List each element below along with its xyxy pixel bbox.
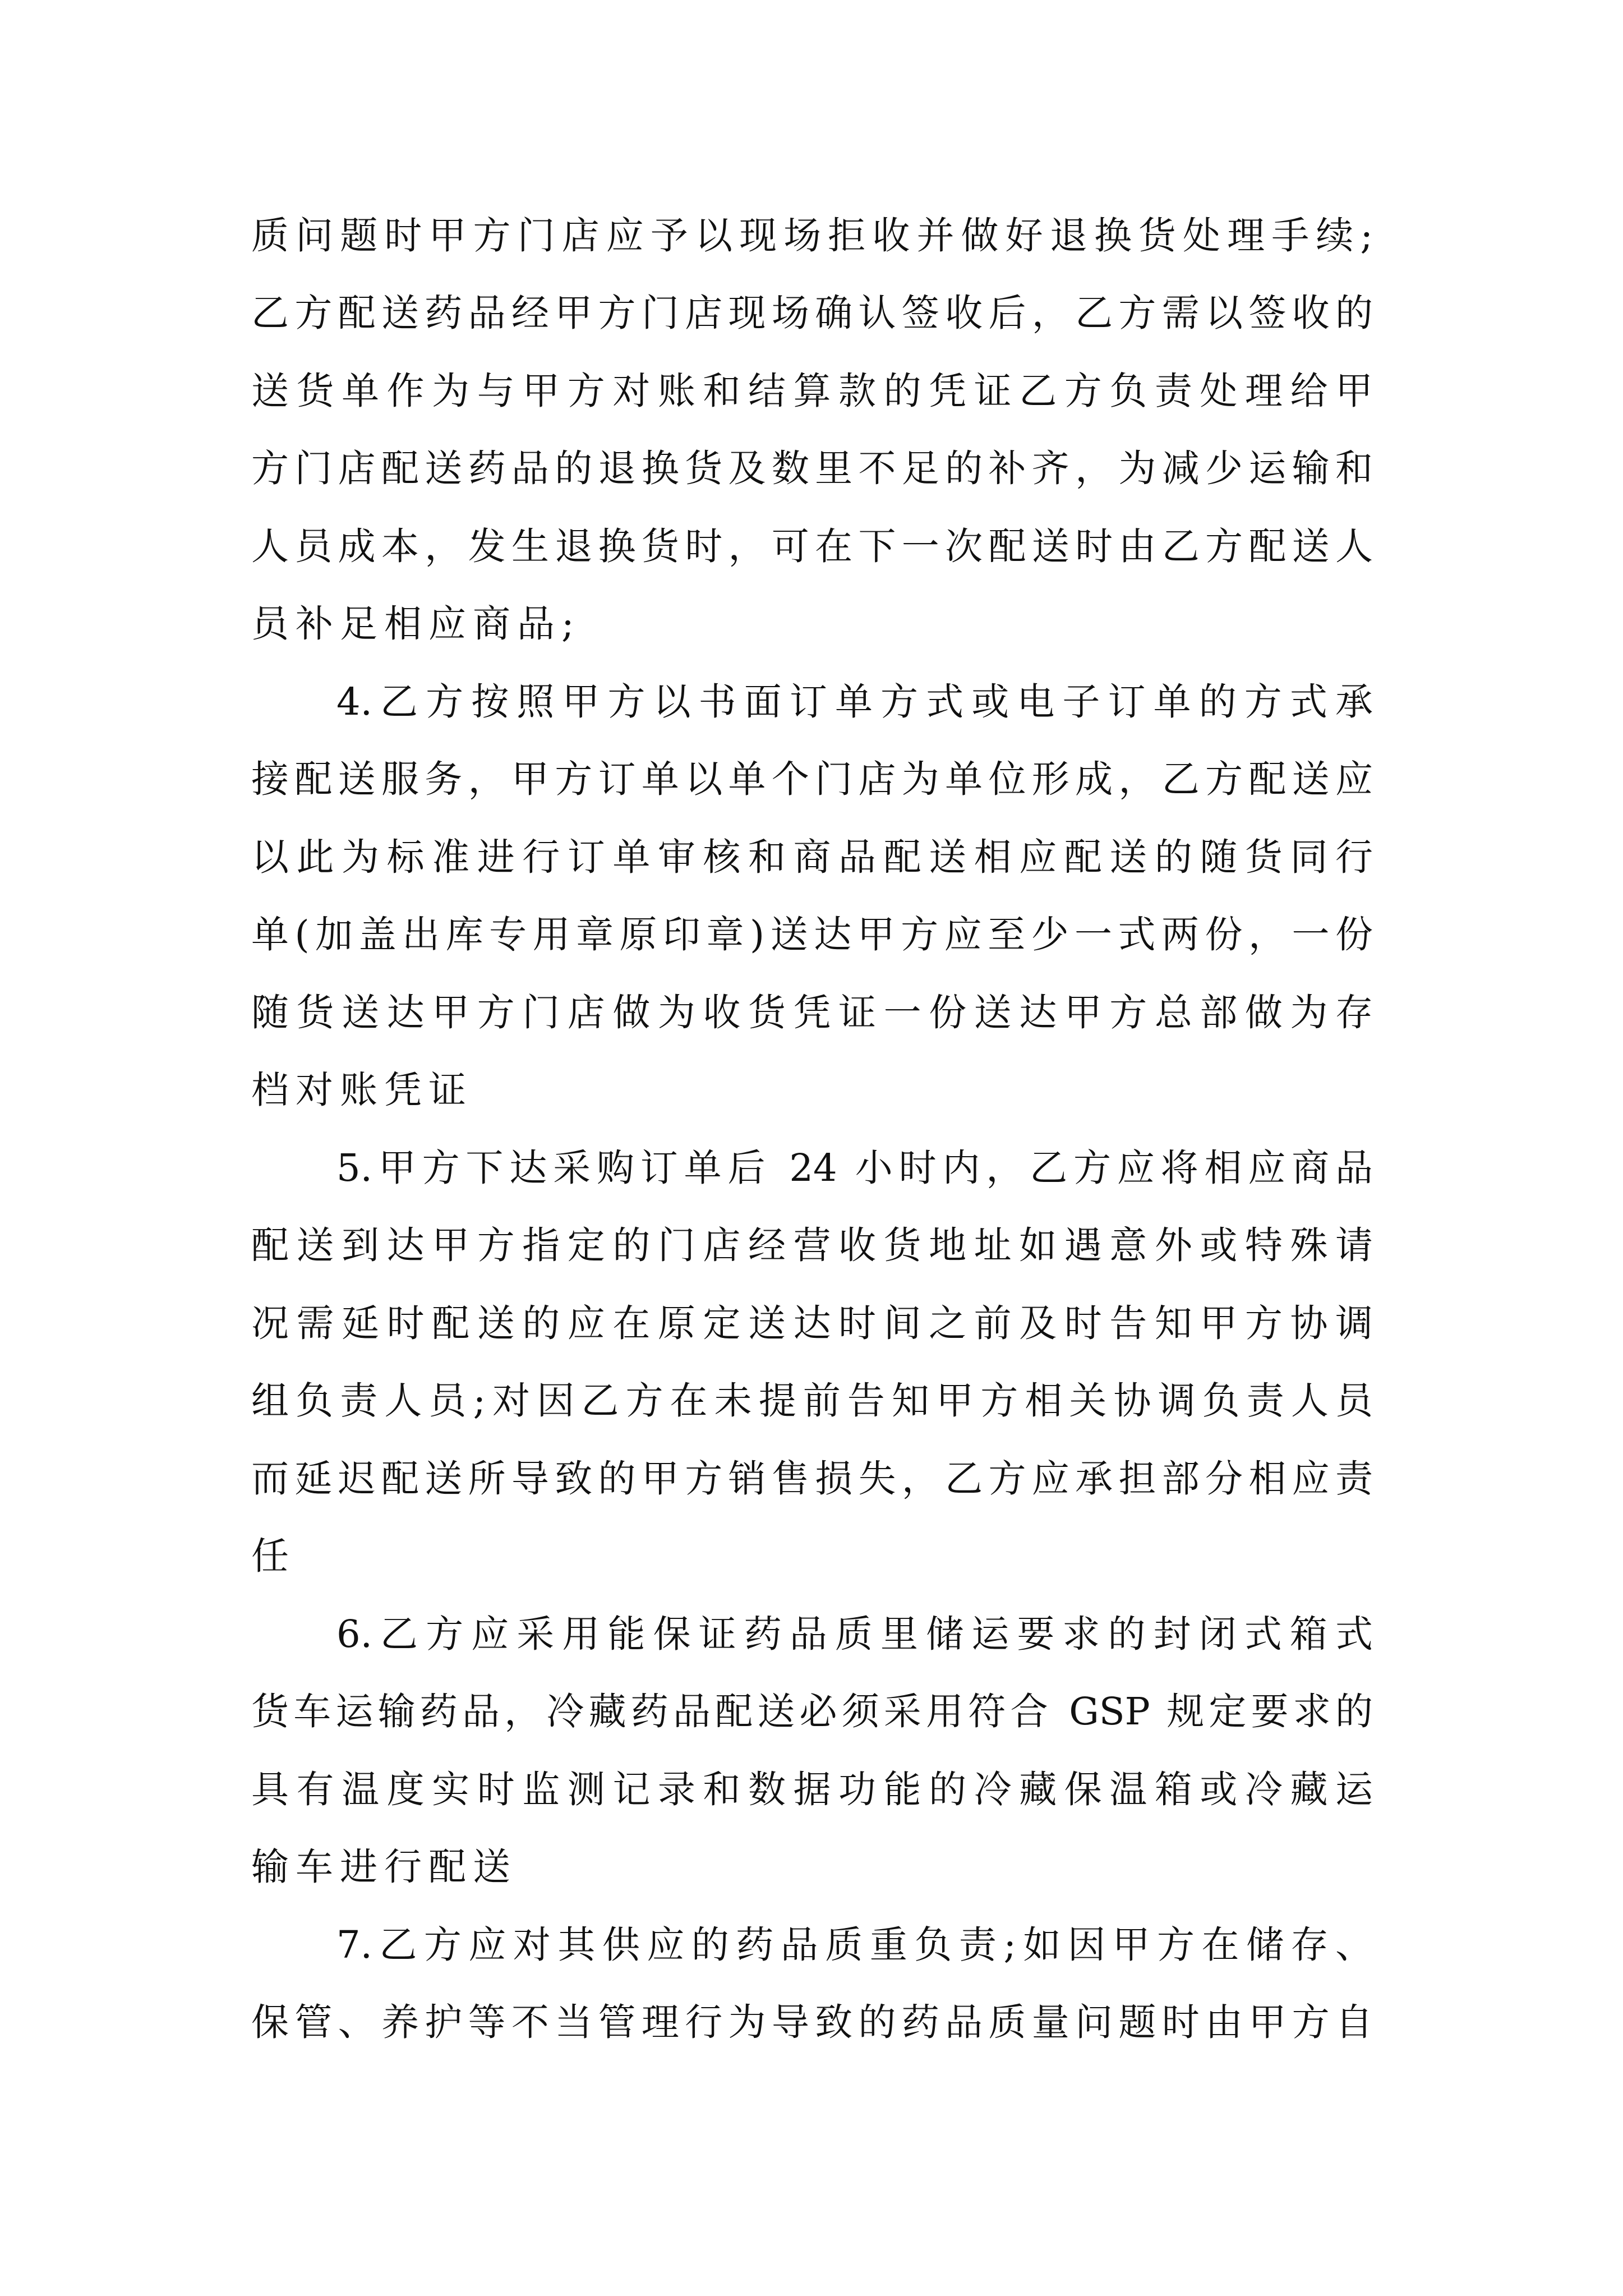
text-line: 任	[251, 1534, 296, 1578]
paragraph-first-line: 4.乙方按照甲方以书面订单方式或电子订单的方式承	[336, 680, 1373, 724]
text-line: 保管、养护等不当管理行为导致的药品质量问题时由甲方自	[251, 2000, 1373, 2044]
text-line: 况需延时配送的应在原定送达时间之前及时告知甲方协调	[251, 1301, 1373, 1345]
text-line: 配送到达甲方指定的门店经营收货地址如遇意外或特殊请	[251, 1223, 1373, 1267]
text-line: 输车进行配送	[251, 1845, 517, 1889]
text-line: 货车运输药品，冷藏药品配送必须采用符合 GSP 规定要求的	[251, 1690, 1373, 1733]
text-line: 员补足相应商品;	[251, 602, 581, 646]
paragraph-first-line: 5.甲方下达采购订单后 24 小时内，乙方应将相应商品	[336, 1146, 1373, 1190]
text-line: 随货送达甲方门店做为收货凭证一份送达甲方总部做为存	[251, 991, 1373, 1034]
text-line: 单(加盖出库专用章原印章)送达甲方应至少一式两份，一份	[251, 913, 1373, 956]
text-line: 具有温度实时监测记录和数据功能的冷藏保温箱或冷藏运	[251, 1768, 1373, 1811]
text-line: 人员成本，发生退换货时，可在下一次配送时由乙方配送人	[251, 524, 1373, 568]
text-line: 档对账凭证	[251, 1068, 473, 1112]
text-line: 送货单作为与甲方对账和结算款的凭证乙方负责处理给甲	[251, 369, 1373, 413]
text-line: 而延迟配送所导致的甲方销售损失，乙方应承担部分相应责	[251, 1457, 1373, 1501]
text-line: 方门店配送药品的退换货及数里不足的补齐，为减少运输和	[251, 447, 1373, 490]
paragraph-first-line: 6.乙方应采用能保证药品质里储运要求的封闭式箱式	[336, 1612, 1373, 1656]
text-line: 接配送服务，甲方订单以单个门店为单位形成，乙方配送应	[251, 757, 1373, 801]
text-line: 组负责人员;对因乙方在未提前告知甲方相关协调负责人员	[251, 1379, 1373, 1423]
text-line: 质问题时甲方门店应予以现场拒收并做好退换货处理手续;	[251, 214, 1373, 257]
paragraph-first-line: 7.乙方应对其供应的药品质重负责;如因甲方在储存、	[336, 1923, 1373, 1967]
text-line: 以此为标准进行订单审核和商品配送相应配送的随货同行	[251, 835, 1373, 879]
text-line: 乙方配送药品经甲方门店现场确认签收后，乙方需以签收的	[251, 291, 1373, 335]
